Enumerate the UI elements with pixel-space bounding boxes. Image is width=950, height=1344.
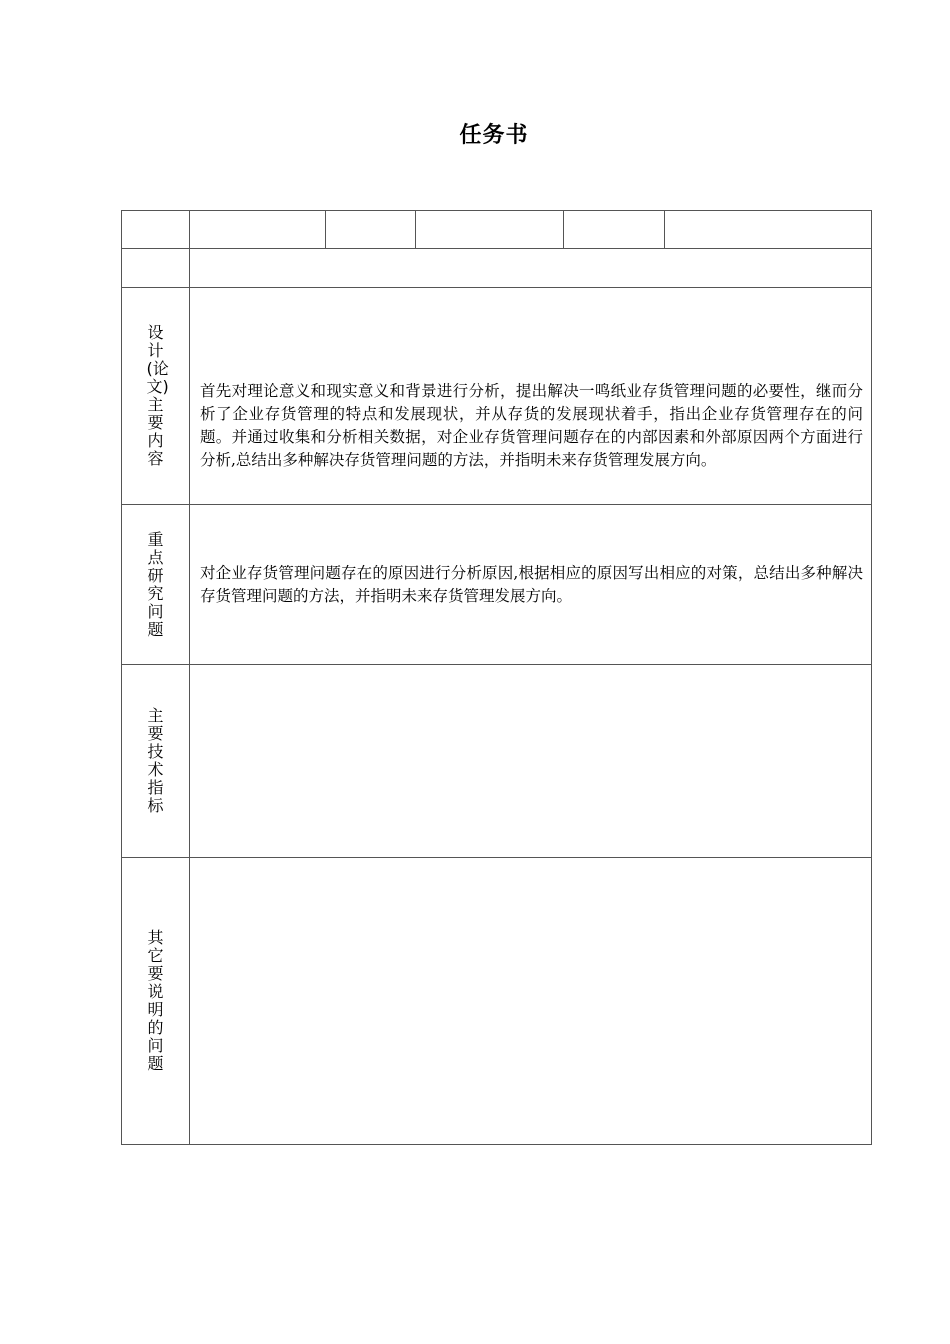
section-content-main-content: 首先对理论意义和现实意义和背景进行分析，提出解决一鸣纸业存货管理问题的必要性，继而分析了企业存货管理的特点和发展现状，并从存货的发展现状着手，指出企业存货管理存在的问题。并通过收集和分析相关数据，对企业存货管理问题存在的内部因素和外部原因两个方面进行分析,总结出多种解决存货管理问题的方法，并指明未来存货管理发展方向。 — [200, 382, 863, 469]
section-label-cell — [122, 858, 190, 1145]
section-label-cell — [122, 505, 190, 665]
title-row-label-cell — [122, 249, 190, 288]
section-row-key-problems — [122, 505, 872, 665]
header-row — [122, 211, 872, 249]
section-content-key-problems: 对企业存货管理问题存在的原因进行分析原因,根据相应的原因写出相应的对策，总结出多种解决存货管理问题的方法，并指明未来存货管理发展方向。 — [200, 563, 863, 605]
task-table — [121, 210, 872, 1145]
section-label-key-problems: 重点研究问题 — [147, 529, 164, 639]
section-label-cell — [122, 288, 190, 505]
title-row-value-cell — [190, 249, 872, 288]
header-cell-6 — [665, 211, 872, 249]
section-label-other-notes: 其它要说明的问题 — [147, 928, 164, 1073]
title-row — [122, 249, 872, 288]
section-content-cell — [190, 288, 872, 505]
section-row-main-content — [122, 288, 872, 505]
page-title: 任务书 — [459, 123, 529, 148]
section-row-other-notes — [122, 858, 872, 1145]
header-cell-1 — [122, 211, 190, 249]
header-cell-2 — [190, 211, 326, 249]
section-content-cell — [190, 858, 872, 1145]
section-content-cell — [190, 665, 872, 858]
header-cell-3 — [326, 211, 416, 249]
section-content-cell — [190, 505, 872, 665]
section-label-main-content: 设计(论文)主要内容 — [146, 323, 169, 468]
header-cell-5 — [564, 211, 665, 249]
header-cell-4 — [416, 211, 564, 249]
section-row-technical-indicators — [122, 665, 872, 858]
section-label-cell — [122, 665, 190, 858]
section-label-technical-indicators: 主要技术指标 — [147, 706, 164, 815]
